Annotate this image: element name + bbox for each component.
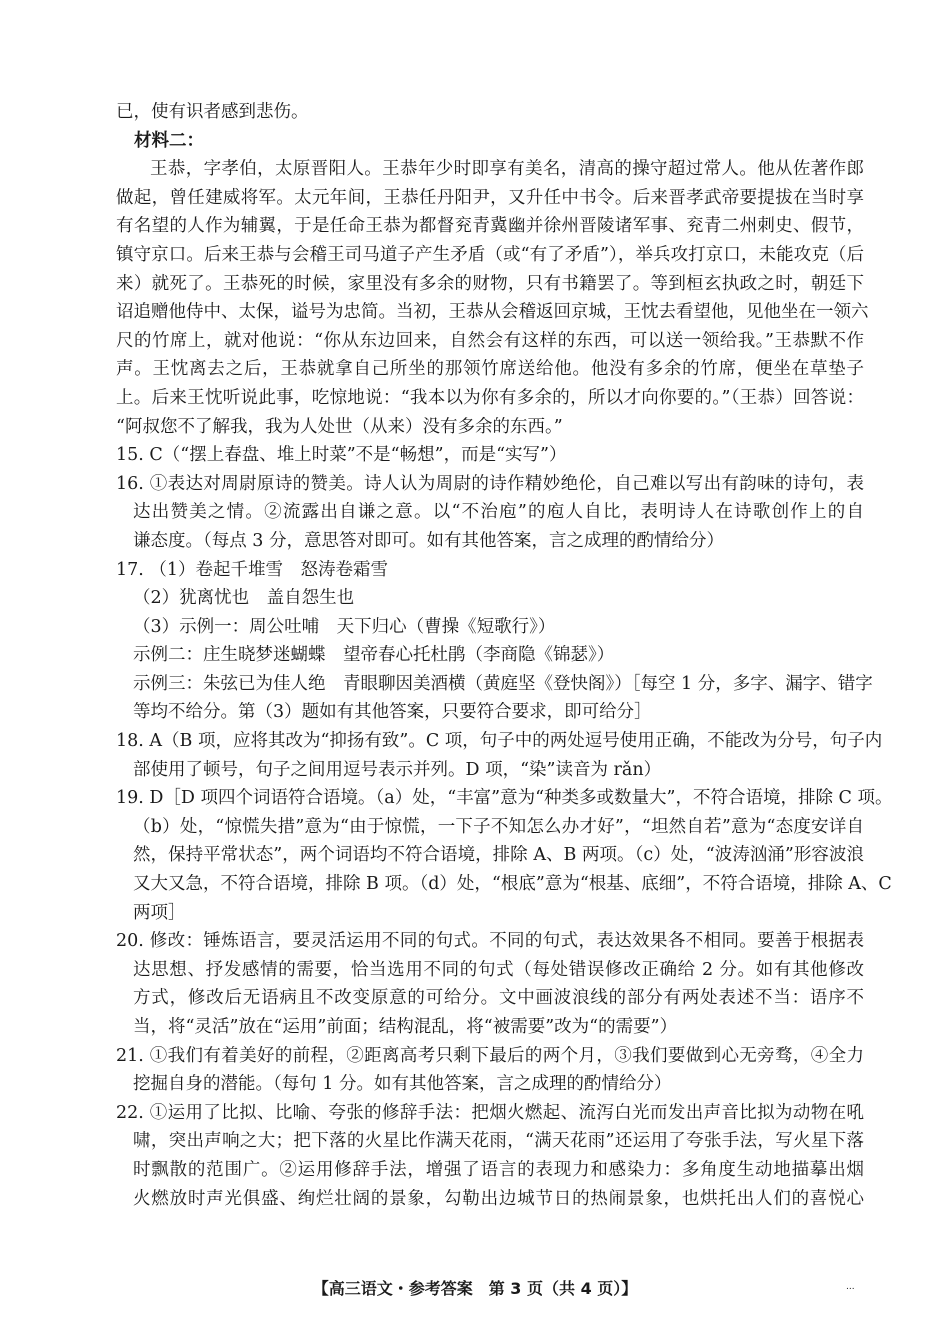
text-line: 已，使有识者感到悲伤。 (116, 102, 309, 122)
text-line: 达出赞美之情。②流露出自谦之意。以“不治庖”的庖人自比，表明诗人在诗歌创作上的自 (133, 502, 864, 523)
text-line: 示例三：朱弦已为佳人绝 青眼聊因美酒横（黄庭坚《登快阁》）［每空 1 分，多字、漏字、错字 (133, 673, 873, 694)
answer-16: 16. ①表达对周尉原诗的赞美。诗人认为周尉的诗作精妙绝伦，自己难以写出有韵味的诗句，表 (116, 473, 864, 494)
answer-19: 19. D［D 项四个词语符合语境。（a）处，“丰富”意为“种类多或数量大”，不符合语境，排除 C 项。 (116, 788, 893, 809)
text-line: “阿叔您不了解我，我为人处世（从来）没有多余的东西。” (116, 416, 563, 437)
text-line: 火燃放时声光俱盛、绚烂壮阔的景象，勾勒出边城节日的热闹景象，也烘托出人们的喜悦心 (133, 1188, 864, 1209)
text-line: 示例二：庄生晓梦迷蝴蝶 望帝春心托杜鹃（李商隐《锦瑟》） (133, 645, 615, 666)
text-line: 上。后来王忱听说此事，吃惊地说：“我本以为你有多余的，所以才向你要的。”（王恭）回答说： (116, 387, 864, 408)
text-line: 两项］ (133, 902, 186, 923)
answer-content (116, 98, 893, 1213)
answer-22: 22. ①运用了比拟、比喻、夸张的修辞手法：把烟火燃起、流泻白光而发出声音比拟为动物在吼 (116, 1102, 864, 1123)
answer-15: 15. C（“摆上春盘、堆上时菜”不是“畅想”，而是“实写”） (116, 445, 567, 466)
page-footer: 【高三语文・参考答案 第 3 页（共 4 页）】 (312, 1279, 638, 1298)
text-line: 又大又急，不符合语境，排除 B 项。（d）处，“根底”意为“根基、底细”，不符合语境，排除 A、C (133, 874, 892, 895)
corner-mark: ... (846, 1282, 855, 1292)
text-line: 部使用了顿号，句子之间用逗号表示并列。D 项，“染”读音为 rǎn） (133, 759, 662, 780)
text-line: 诏追赠他侍中、太保，谥号为忠简。当初，王恭从会稽返回京城，王忱去看望他，见他坐在一领六 (116, 302, 869, 323)
text-line: （2）犹离忧也 盖自怨生也 (133, 588, 355, 609)
text-line: 王恭，字孝伯，太原晋阳人。王恭年少时即享有美名，清高的操守超过常人。他从佐著作郎 (150, 159, 864, 180)
text-line: 达思想、抒发感情的需要，恰当选用不同的句式（每处错误修改正确给 2 分。如有其他修改 (133, 959, 864, 980)
answer-18: 18. A（B 项，应将其改为“抑扬有致”。C 项，句子中的两处逗号使用正确，不能改为分号，句子内 (116, 731, 883, 752)
answer-20: 20. 修改：锤炼语言，要灵活运用不同的句式。不同的句式，表达效果各不相同。要善于根据表 (116, 931, 864, 952)
text-line: 时飘散的范围广。②运用修辞手法，增强了语言的表现力和感染力：多角度生动地描摹出烟 (133, 1159, 864, 1180)
text-line: 有名望的人作为辅翼，于是任命王恭为都督兖青冀幽并徐州晋陵诸军事、兖青二州刺史、假节， (116, 216, 864, 237)
text-line: 等均不给分。第（3）题如有其他答案，只要符合要求，即可给分］ (133, 702, 652, 723)
section-heading: 材料二： (134, 130, 204, 151)
text-line: 做起，曾任建威将军。太元年间，王恭任丹阳尹，又升任中书令。后来晋孝武帝要提拔在当时享 (116, 187, 864, 208)
text-line: 方式，修改后无语病且不改变原意的可给分。文中画波浪线的部分有两处表述不当：语序不 (133, 988, 864, 1009)
text-line: （b）处，“惊慌失措”意为“由于惊慌，一下子不知怎么办才好”，“坦然自若”意为“态度安详自 (133, 816, 864, 837)
text-line: 谦态度。（每点 3 分，意思答对即可。如有其他答案，言之成理的酌情给分） (133, 530, 725, 551)
answer-21: 21. ①我们有着美好的前程，②距离高考只剩下最后的两个月，③我们要做到心无旁骛，④全力 (116, 1045, 864, 1066)
text-line: （3）示例一：周公吐哺 天下归心（曹操《短歌行》） (133, 616, 556, 637)
text-line: 当，将“灵活”放在“运用”前面；结构混乱，将“被需要”改为“的需要”） (133, 1017, 678, 1037)
answer-17: 17. （1）卷起千堆雪 怒涛卷霜雪 (116, 559, 389, 580)
text-line: 来）就死了。王恭死的时候，家里没有多余的财物，只有书籍罢了。等到桓玄执政之时，朝廷下 (116, 273, 864, 294)
text-line: 啸，突出声响之大；把下落的火星比作满天花雨，“满天花雨”还运用了夸张手法，写火星下落 (133, 1131, 864, 1152)
text-line: 镇守京口。后来王恭与会稽王司马道子产生矛盾（或“有了矛盾”），举兵攻打京口，未能攻克（后 (116, 244, 864, 265)
text-line: 挖掘自身的潜能。（每句 1 分。如有其他答案，言之成理的酌情给分） (133, 1074, 672, 1095)
text-line: 然，保持平常状态”，两个词语均不符合语境，排除 A、B 两项。（c）处，“波涛汹涌”形容波浪 (133, 845, 864, 866)
text-line: 声。王忱离去之后，王恭就拿自己所坐的那领竹席送给他。他没有多余的竹席，便坐在草垫子 (116, 359, 864, 380)
text-line: 尺的竹席上，就对他说：“你从东边回来，自然会有这样的东西，可以送一领给我。”王恭默不作 (116, 330, 864, 351)
